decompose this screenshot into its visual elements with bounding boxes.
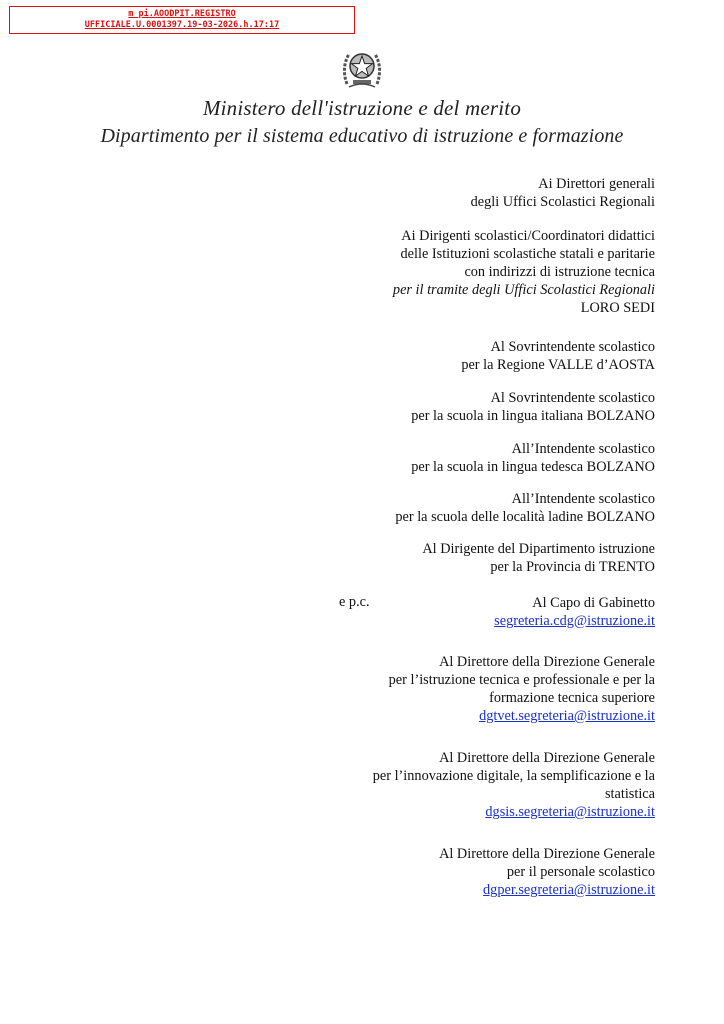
recipient-line: All’Intendente scolastico bbox=[511, 491, 655, 507]
cc-recipient-block bbox=[439, 845, 655, 899]
recipient-line: degli Uffici Scolastici Regionali bbox=[470, 194, 655, 210]
recipient-line: Al Capo di Gabinetto bbox=[532, 595, 655, 611]
protocol-number: UFFICIALE.U.0001397.19-03-2026.h.17:17 bbox=[84, 20, 280, 30]
email-link[interactable]: dgper.segreteria@istruzione.it bbox=[483, 882, 655, 898]
recipient-line-italic: per il tramite degli Uffici Scolastici Regionali bbox=[392, 282, 655, 298]
recipient-line: per il personale scolastico bbox=[506, 864, 655, 880]
recipient-line: formazione tecnica superiore bbox=[489, 690, 655, 706]
recipient-line: per la scuola in lingua italiana BOLZANO bbox=[411, 408, 655, 424]
cc-recipient-block bbox=[494, 594, 655, 630]
recipient-line: per l’istruzione tecnica e professionale e per la bbox=[388, 672, 655, 688]
department-title: Dipartimento per il sistema educativo di istruzione e formazione bbox=[100, 125, 624, 147]
recipient-block bbox=[411, 440, 655, 476]
recipient-block bbox=[422, 540, 655, 576]
recipient-line: Al Direttore della Direzione Generale bbox=[439, 750, 655, 766]
email-link[interactable]: dgtvet.segreteria@istruzione.it bbox=[479, 708, 655, 724]
recipient-line: delle Istituzioni scolastiche statali e paritarie bbox=[400, 246, 655, 262]
cc-recipient-block bbox=[373, 749, 655, 821]
recipient-line: per la Regione VALLE d’AOSTA bbox=[461, 357, 655, 373]
recipient-line: con indirizzi di istruzione tecnica bbox=[464, 264, 655, 280]
recipient-line: Al Sovrintendente scolastico bbox=[490, 339, 655, 355]
recipient-line: per la scuola delle località ladine BOLZANO bbox=[395, 509, 655, 525]
recipient-line: per la scuola in lingua tedesca BOLZANO bbox=[411, 459, 655, 475]
cc-recipient-block bbox=[389, 653, 655, 725]
recipient-line: Al Sovrintendente scolastico bbox=[490, 390, 655, 406]
recipient-line: Ai Dirigenti scolastici/Coordinatori didattici bbox=[401, 228, 655, 244]
recipient-line: Al Direttore della Direzione Generale bbox=[439, 654, 655, 670]
recipient-block bbox=[395, 490, 655, 526]
recipient-line: Al Dirigente del Dipartimento istruzione bbox=[422, 541, 655, 557]
recipient-block bbox=[393, 227, 655, 317]
recipient-line: All’Intendente scolastico bbox=[511, 441, 655, 457]
italian-republic-emblem-icon bbox=[339, 44, 385, 90]
recipient-block bbox=[461, 338, 655, 374]
ministry-title: Ministero dell'istruzione e del merito bbox=[202, 96, 522, 120]
protocol-stamp bbox=[9, 6, 355, 34]
recipient-line: per la Provincia di TRENTO bbox=[490, 559, 655, 575]
recipient-block bbox=[411, 389, 655, 425]
recipient-line: Al Direttore della Direzione Generale bbox=[439, 846, 655, 862]
recipient-block bbox=[471, 175, 655, 211]
recipient-line: statistica bbox=[604, 786, 655, 802]
recipient-line: Ai Direttori generali bbox=[538, 176, 655, 192]
email-link[interactable]: dgsis.segreteria@istruzione.it bbox=[485, 804, 655, 820]
cc-label: e p.c. bbox=[339, 594, 370, 610]
recipient-line: LORO SEDI bbox=[580, 300, 655, 316]
protocol-registry: m_pi.AOODPIT.REGISTRO bbox=[128, 9, 236, 19]
recipient-line: per l’innovazione digitale, la semplificazione e la bbox=[372, 768, 655, 784]
email-link[interactable]: segreteria.cdg@istruzione.it bbox=[494, 613, 655, 629]
